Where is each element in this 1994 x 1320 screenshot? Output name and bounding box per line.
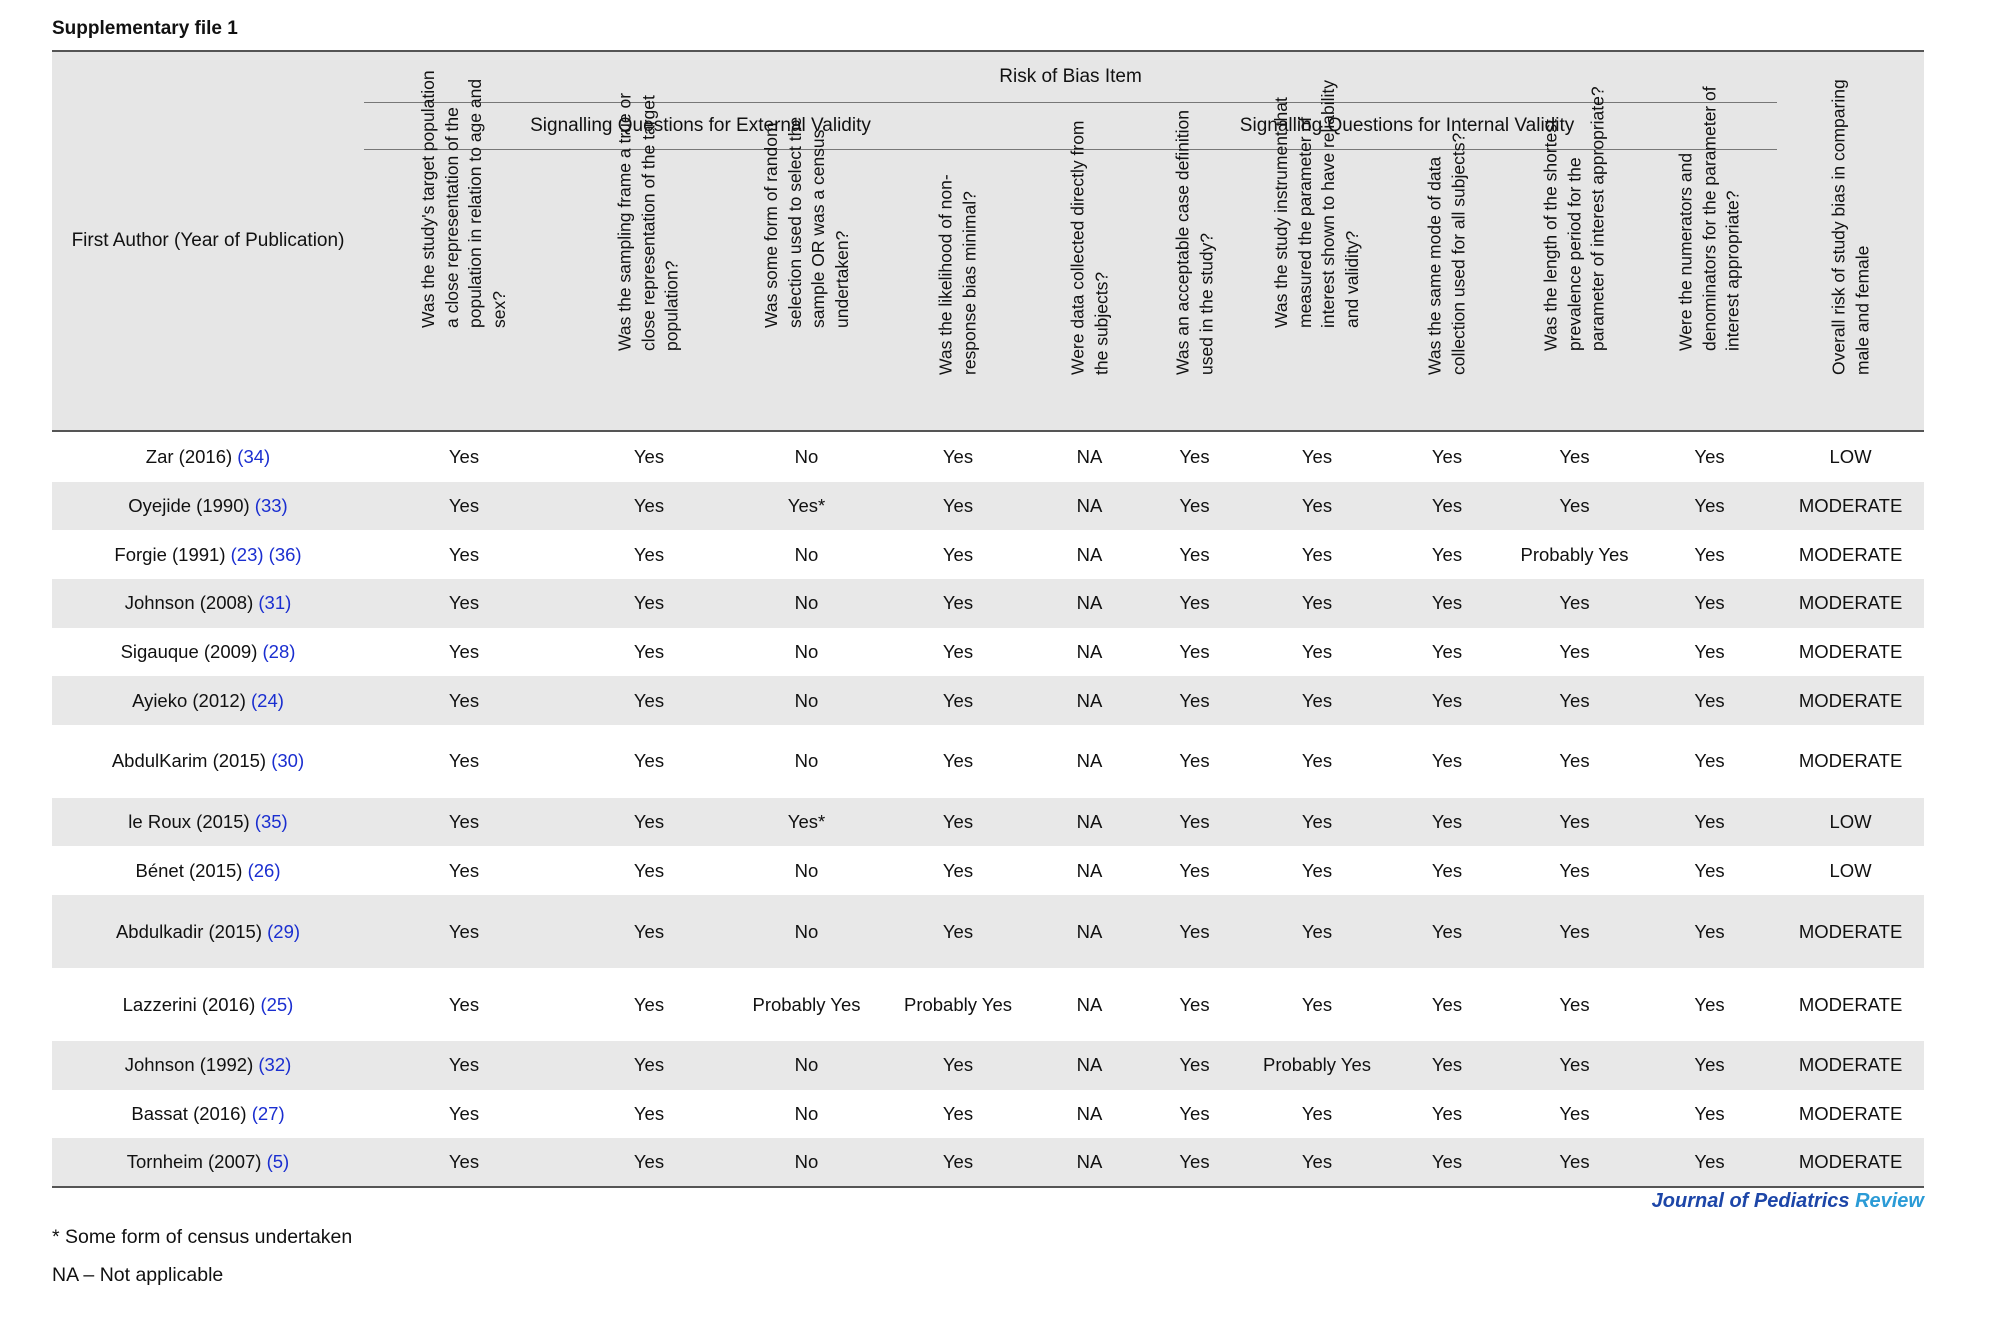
answer-cell: Yes <box>1387 895 1507 968</box>
author-cell <box>52 431 364 482</box>
answer-cell: Yes <box>1247 676 1387 725</box>
risk-of-bias-header: Risk of Bias Item <box>364 51 1777 103</box>
answer-cell: Yes <box>1642 676 1777 725</box>
answer-cell: Yes <box>1507 676 1642 725</box>
answer-cell: Yes <box>1507 895 1642 968</box>
answer-cell: Yes <box>1559 445 1590 467</box>
reference-link[interactable]: (31) <box>258 592 292 614</box>
answer-cell: Yes <box>564 676 734 725</box>
answer-cell: Yes <box>1559 993 1590 1015</box>
answer-cell: Yes <box>633 543 665 565</box>
answer-cell: Yes <box>1694 859 1725 881</box>
table-body <box>52 431 1924 1187</box>
table-row <box>52 482 1924 531</box>
answer-cell: Yes <box>1431 993 1463 1015</box>
author-name: Zar (2016) <box>145 445 233 467</box>
author-name: Bénet (2015) <box>135 859 243 881</box>
answer-cell: Yes <box>1642 798 1777 847</box>
answer-cell: Yes <box>448 1102 480 1124</box>
answer-cell: NA <box>1076 750 1103 772</box>
table-row <box>52 676 1924 725</box>
answer-cell: Yes <box>564 1138 734 1187</box>
answer-cell: No <box>794 543 819 565</box>
question-header: Was the likelihood of non-response bias minimal? <box>879 150 1037 432</box>
answer-cell: Yes <box>448 445 480 467</box>
answer-cell: Yes* <box>734 482 879 531</box>
answer-cell: Yes <box>633 1102 665 1124</box>
author-name: AbdulKarim (2015) <box>111 750 267 772</box>
answer-cell: Yes <box>1694 640 1725 662</box>
answer-cell: No <box>734 895 879 968</box>
answer-cell: Yes <box>942 750 974 772</box>
answer-cell: NA <box>1037 895 1142 968</box>
author-cell <box>52 482 364 531</box>
answer-cell: Yes <box>1559 640 1590 662</box>
answer-cell: Yes <box>633 750 665 772</box>
table-row <box>52 846 1924 895</box>
first-author-header: First Author (Year of Publication) <box>52 51 364 431</box>
answer-cell: No <box>794 1102 819 1124</box>
question-header: Was the study instrument that measured the parameter of interest shown to have reliability and validity? <box>1247 150 1387 432</box>
author-name: Sigauque (2009) <box>120 640 258 662</box>
external-validity-header: Signalling Questions for External Validity <box>364 103 1037 150</box>
author-cell <box>52 1041 364 1090</box>
reference-link[interactable]: (26) <box>247 859 281 881</box>
reference-link[interactable]: (24) <box>251 689 284 711</box>
answer-cell: Yes <box>1179 1102 1210 1124</box>
answer-cell: NA <box>1076 640 1103 662</box>
table-row <box>52 1138 1924 1187</box>
answer-cell: Yes <box>364 579 564 628</box>
answer-cell: Yes <box>1142 1041 1247 1090</box>
question-header: Were data collected directly from the subjects? <box>1037 150 1142 432</box>
answer-cell: Yes <box>1142 798 1247 847</box>
answer-cell: Yes <box>1301 445 1333 467</box>
table-row <box>52 579 1924 628</box>
answer-cell: Yes <box>1431 543 1463 565</box>
answer-cell: Yes <box>1642 1041 1777 1090</box>
author-cell <box>52 798 364 847</box>
answer-cell: NA <box>1037 1041 1142 1090</box>
overall-risk-cell: MODERATE <box>1777 676 1924 725</box>
author-cell <box>52 628 364 677</box>
answer-cell: NA <box>1076 993 1103 1015</box>
author-name: Johnson (1992) <box>124 1054 254 1076</box>
table-row <box>52 431 1924 482</box>
answer-cell: Yes <box>1247 482 1387 531</box>
reference-link[interactable]: (5) <box>266 1151 290 1173</box>
answer-cell: No <box>734 676 879 725</box>
answer-cell: Yes <box>448 859 480 881</box>
answer-cell: Yes <box>1387 798 1507 847</box>
author-cell <box>52 1138 364 1187</box>
answer-cell: Yes <box>1507 798 1642 847</box>
author-cell <box>52 846 364 895</box>
answer-cell: Yes <box>1179 543 1210 565</box>
reference-link[interactable]: (23) (36) <box>230 543 302 565</box>
overall-risk-cell: LOW <box>1829 445 1872 467</box>
answer-cell: Yes <box>1179 445 1210 467</box>
answer-cell: Yes <box>1694 1102 1725 1124</box>
table-row <box>52 968 1924 1041</box>
author-name: Ayieko (2012) <box>132 689 246 711</box>
question-header: Was the sampling frame a true or close representation of the target population? <box>564 150 734 432</box>
answer-cell: No <box>794 859 819 881</box>
answer-cell: Probably Yes <box>903 993 1012 1015</box>
author-name: Oyejide (1990) <box>128 494 250 516</box>
overall-risk-cell: MODERATE <box>1798 750 1903 772</box>
answer-cell: Yes <box>1507 1041 1642 1090</box>
answer-cell: Yes <box>1387 482 1507 531</box>
answer-cell: Yes <box>1431 1102 1463 1124</box>
answer-cell: Yes <box>364 482 564 531</box>
author-cell <box>52 895 364 968</box>
answer-cell: Yes <box>1247 895 1387 968</box>
table-row <box>52 895 1924 968</box>
answer-cell: Yes <box>1507 579 1642 628</box>
table-row <box>52 628 1924 677</box>
question-header: Was an acceptable case definition used in the study? <box>1142 150 1247 432</box>
answer-cell: Yes <box>1642 1138 1777 1187</box>
answer-cell: Yes <box>564 798 734 847</box>
question-header: Was the same mode of data collection used for all subjects? <box>1387 150 1507 432</box>
author-cell <box>52 968 364 1041</box>
answer-cell: Yes <box>1642 579 1777 628</box>
answer-cell: Yes <box>879 1138 1037 1187</box>
author-name: Bassat (2016) <box>131 1102 247 1124</box>
author-cell <box>52 579 364 628</box>
footnote-na: NA – Not applicable <box>52 1264 224 1286</box>
answer-cell: Yes <box>564 895 734 968</box>
question-header: Was some form of random selection used to select the sample OR was a census undertaken? <box>734 150 879 432</box>
table-row <box>52 530 1924 579</box>
answer-cell: Yes <box>879 579 1037 628</box>
answer-cell: Yes <box>942 1102 974 1124</box>
answer-cell: Yes <box>1301 640 1333 662</box>
answer-cell: Yes <box>1559 859 1590 881</box>
answer-cell: No <box>734 579 879 628</box>
answer-cell: NA <box>1037 579 1142 628</box>
answer-cell: Probably Yes <box>1247 1041 1387 1090</box>
overall-risk-cell: MODERATE <box>1798 993 1903 1015</box>
overall-risk-cell: MODERATE <box>1777 1138 1924 1187</box>
reference-link[interactable]: (33) <box>254 494 288 516</box>
question-header: Was the study's target population a close representation of the population in relation to age and sex? <box>364 150 564 432</box>
author-name: Abdulkadir (2015) <box>115 920 262 942</box>
overall-risk-cell: LOW <box>1777 798 1924 847</box>
answer-cell: Yes <box>1179 993 1210 1015</box>
answer-cell: Yes <box>1431 445 1463 467</box>
reference-link[interactable]: (29) <box>267 920 301 942</box>
author-name: le Roux (2015) <box>128 811 250 833</box>
answer-cell: Yes <box>942 859 974 881</box>
answer-cell: Yes <box>1247 1138 1387 1187</box>
author-cell <box>52 676 364 725</box>
question-header: Were the numerators and denominators for the parameter of interest appropriate? <box>1642 150 1777 432</box>
answer-cell: Yes <box>879 482 1037 531</box>
author-cell <box>52 530 364 579</box>
answer-cell: Yes <box>1387 1138 1507 1187</box>
answer-cell: Yes <box>633 445 665 467</box>
answer-cell: Yes <box>564 579 734 628</box>
answer-cell: Yes <box>1301 1102 1333 1124</box>
answer-cell: NA <box>1037 1138 1142 1187</box>
answer-cell: Yes <box>879 798 1037 847</box>
answer-cell: Yes <box>1179 859 1210 881</box>
question-header: Was the length of the shortest prevalence period for the parameter of interest appropriate? <box>1507 150 1642 432</box>
answer-cell: Yes <box>879 676 1037 725</box>
reference-link[interactable]: (30) <box>271 750 305 772</box>
reference-link[interactable]: (28) <box>262 640 296 662</box>
answer-cell: NA <box>1076 859 1103 881</box>
answer-cell: NA <box>1037 798 1142 847</box>
answer-cell: Yes <box>1507 1138 1642 1187</box>
overall-risk-cell: MODERATE <box>1777 482 1924 531</box>
answer-cell: Yes <box>633 993 665 1015</box>
overall-risk-cell: MODERATE <box>1777 895 1924 968</box>
answer-cell: Probably Yes <box>752 993 861 1015</box>
author-name: Lazzerini (2016) <box>122 993 256 1015</box>
answer-cell: Yes <box>633 859 665 881</box>
answer-cell: Yes <box>942 445 974 467</box>
answer-cell: Yes <box>448 543 480 565</box>
author-cell <box>52 725 364 798</box>
risk-of-bias-table <box>52 50 1924 1188</box>
table-row <box>52 725 1924 798</box>
answer-cell: Yes <box>1247 579 1387 628</box>
answer-cell: Yes <box>564 1041 734 1090</box>
answer-cell: No <box>794 750 819 772</box>
answer-cell: Yes <box>364 895 564 968</box>
answer-cell: No <box>734 1041 879 1090</box>
answer-cell: Yes <box>1694 750 1725 772</box>
answer-cell: Yes <box>942 543 974 565</box>
overall-risk-cell: MODERATE <box>1798 640 1903 662</box>
answer-cell: Yes <box>1179 640 1210 662</box>
answer-cell: Yes <box>448 750 480 772</box>
reference-link[interactable]: (34) <box>237 445 271 467</box>
answer-cell: Yes <box>1142 676 1247 725</box>
table-row <box>52 798 1924 847</box>
reference-link[interactable]: (27) <box>251 1102 285 1124</box>
answer-cell: Yes <box>448 993 480 1015</box>
footnote-census: * Some form of census undertaken <box>52 1226 353 1248</box>
answer-cell: Yes <box>1387 1041 1507 1090</box>
answer-cell: NA <box>1037 482 1142 531</box>
overall-risk-cell: MODERATE <box>1798 543 1903 565</box>
answer-cell: Yes <box>1431 859 1463 881</box>
answer-cell: No <box>794 640 819 662</box>
answer-cell: Yes <box>1142 895 1247 968</box>
answer-cell: Yes <box>1694 543 1725 565</box>
document-title: Supplementary file 1 <box>52 18 238 39</box>
overall-risk-cell: MODERATE <box>1798 1102 1903 1124</box>
answer-cell: No <box>734 1138 879 1187</box>
answer-cell: Yes <box>448 640 480 662</box>
answer-cell: Yes <box>1142 482 1247 531</box>
overall-risk-cell: LOW <box>1829 859 1872 881</box>
answer-cell: Yes <box>1142 579 1247 628</box>
author-name: Johnson (2008) <box>124 592 254 614</box>
author-cell <box>52 1090 364 1139</box>
answer-cell: Yes <box>1301 859 1333 881</box>
answer-cell: Yes <box>1694 993 1725 1015</box>
author-name: Tornheim (2007) <box>126 1151 262 1173</box>
answer-cell: Yes <box>1559 750 1590 772</box>
answer-cell: Yes <box>633 640 665 662</box>
answer-cell: Yes <box>1247 798 1387 847</box>
overall-risk-cell: MODERATE <box>1777 1041 1924 1090</box>
answer-cell: Yes <box>1642 482 1777 531</box>
answer-cell: Yes <box>364 1041 564 1090</box>
answer-cell: No <box>794 445 819 467</box>
internal-validity-header: Signalling Questions for Internal Validity <box>1037 103 1777 150</box>
answer-cell: Yes <box>564 482 734 531</box>
answer-cell: Yes* <box>734 798 879 847</box>
reference-link[interactable]: (25) <box>260 993 294 1015</box>
overall-risk-cell: MODERATE <box>1777 579 1924 628</box>
author-name: Forgie (1991) <box>114 543 226 565</box>
answer-cell: Yes <box>942 640 974 662</box>
answer-cell: Yes <box>1507 482 1642 531</box>
table-row <box>52 1041 1924 1090</box>
answer-cell: NA <box>1076 1102 1103 1124</box>
reference-link[interactable]: (35) <box>254 811 288 833</box>
answer-cell: Yes <box>1301 993 1333 1015</box>
answer-cell: Yes <box>1387 676 1507 725</box>
answer-cell: Yes <box>879 895 1037 968</box>
answer-cell: Yes <box>364 798 564 847</box>
answer-cell: Yes <box>1301 543 1333 565</box>
answer-cell: Yes <box>1179 750 1210 772</box>
answer-cell: Yes <box>1431 750 1463 772</box>
answer-cell: Yes <box>364 1138 564 1187</box>
answer-cell: NA <box>1076 543 1103 565</box>
table-row <box>52 1090 1924 1139</box>
reference-link[interactable]: (32) <box>258 1054 292 1076</box>
answer-cell: Yes <box>1387 579 1507 628</box>
answer-cell: Yes <box>364 676 564 725</box>
answer-cell: Yes <box>879 1041 1037 1090</box>
answer-cell: Yes <box>1301 750 1333 772</box>
answer-cell: Yes <box>1431 640 1463 662</box>
overall-risk-header: Overall risk of study bias in comparing male and female <box>1777 51 1924 431</box>
answer-cell: Yes <box>1142 1138 1247 1187</box>
answer-cell: Yes <box>1642 895 1777 968</box>
answer-cell: NA <box>1037 676 1142 725</box>
answer-cell: NA <box>1076 445 1103 467</box>
answer-cell: Probably Yes <box>1520 543 1629 565</box>
answer-cell: Yes <box>1694 445 1725 467</box>
journal-logo: Journal of Pediatrics Review <box>1651 1190 1924 1212</box>
answer-cell: Yes <box>1559 1102 1590 1124</box>
